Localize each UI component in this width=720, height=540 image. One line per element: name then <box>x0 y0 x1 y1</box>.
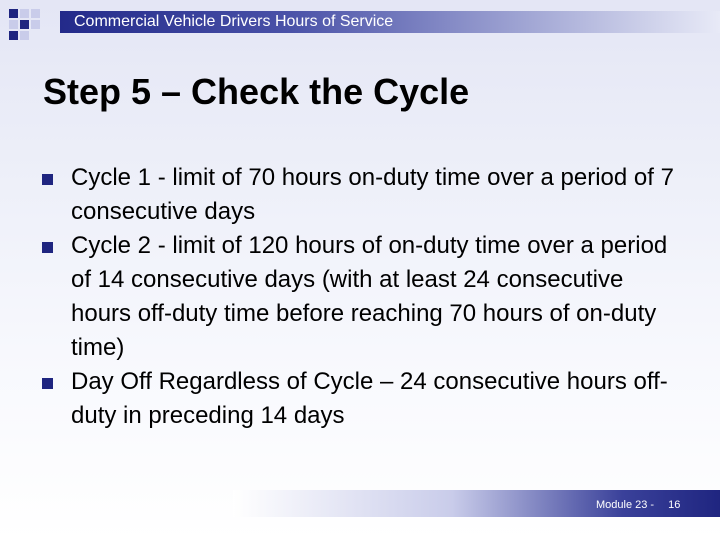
bullet-item <box>40 365 680 433</box>
square-8 <box>20 31 29 40</box>
bullet-square-icon <box>42 242 53 253</box>
header-title: Commercial Vehicle Drivers Hours of Service <box>74 13 394 30</box>
footer <box>596 498 680 512</box>
bullet-text: Cycle 1 - limit of 70 hours on-duty time over a period of 7 consecutive days <box>71 164 674 225</box>
bullet-item <box>40 229 680 365</box>
decorative-squares <box>0 0 60 40</box>
bullet-square-icon <box>42 378 53 389</box>
slide-title: Step 5 – Check the Cycle <box>43 71 470 112</box>
square-2 <box>20 9 29 18</box>
square-4 <box>9 20 18 29</box>
square-5 <box>20 20 29 29</box>
bullet-square-icon <box>42 174 53 185</box>
square-6 <box>31 20 40 29</box>
square-3 <box>31 9 40 18</box>
page-number: 16 <box>668 499 681 511</box>
bullet-text: Day Off Regardless of Cycle – 24 consecutive hours off-duty in preceding 14 days <box>71 368 668 429</box>
module-label: Module 23 - <box>596 499 655 511</box>
bullet-item <box>40 161 680 229</box>
bullet-text: Cycle 2 - limit of 120 hours of on-duty time over a period of 14 consecutive days (with at least 24 consecutive hours off-duty time before reaching 70 hours of on-duty time) <box>71 232 668 361</box>
square-7 <box>9 31 18 40</box>
bullet-list <box>40 161 680 433</box>
square-1 <box>9 9 18 18</box>
